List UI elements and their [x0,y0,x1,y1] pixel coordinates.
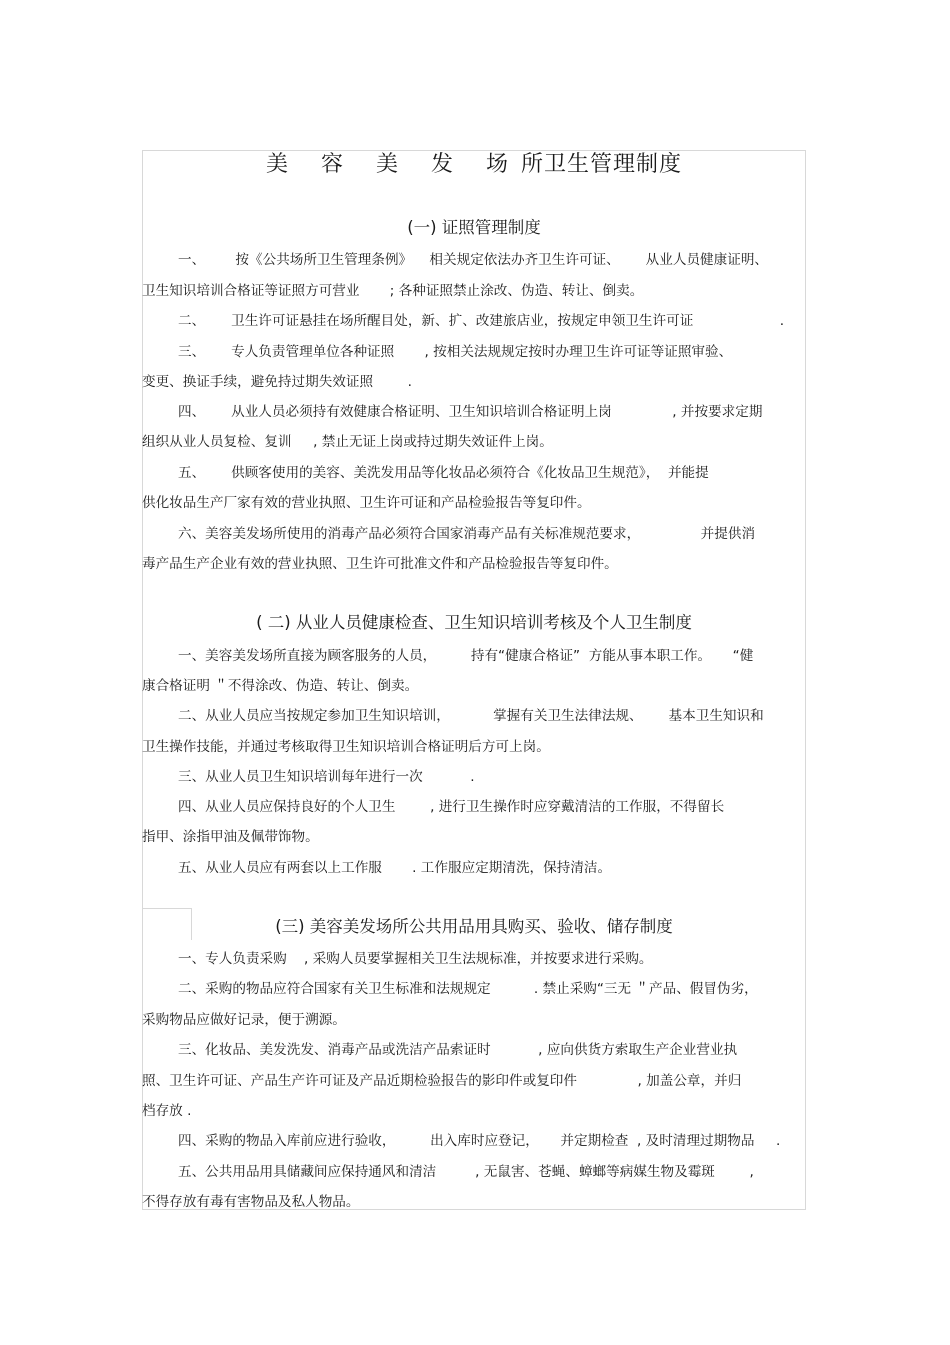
title-part-rest: 所卫生管理制度 [520,152,682,177]
paragraph-line: 二、采购的物品应符合国家有关卫生标准和法规规定 . 禁止采购“三无 ＂产品、假冒伪劣， [178,981,758,997]
paragraph-line: 毒产品生产企业有效的营业执照、卫生许可批准文件和产品检验报告等复印件。 [142,556,618,572]
paragraph-line: 三、化妆品、美发洗发、消毒产品或洗洁产品索证时 , 应向供货方索取生产企业营业执 [178,1042,738,1058]
section-heading-2: ( 二) 从业人员健康检查、卫生知识培训考核及个人卫生制度 [256,613,692,632]
paragraph-line: 采购物品应做好记录，便于溯源。 [142,1012,346,1028]
document-title [142,150,806,180]
paragraph-line: 供化妆品生产厂家有效的营业执照、卫生许可证和产品检验报告等复印件。 [142,495,591,511]
section-heading-3: (三) 美容美发场所公共用品用具购买、验收、储存制度 [275,917,673,936]
paragraph-line: 五、从业人员应有两套以上工作服 . 工作服应定期清洗，保持清洁。 [178,860,612,876]
paragraph-line: 三、从业人员卫生知识培训每年进行一次 . [178,769,475,785]
title-part-spaced: 美 容 美 发 场 [266,152,521,177]
paragraph-line: 卫生知识培训合格证等证照方可营业 ; 各种证照禁止涂改、伪造、转让、倒卖。 [142,283,644,299]
paragraph-line: 四、从业人员应保持良好的个人卫生 , 进行卫生操作时应穿戴清洁的工作服，不得留长 [178,799,725,815]
paragraph-line: 一、 按《公共场所卫生管理条例》 相关规定依法办齐卫生许可证、 从业人员健康证明、 [178,252,769,268]
section-heading-1: (一) 证照管理制度 [407,218,541,237]
paragraph-line: 档存放 . [142,1103,192,1119]
paragraph-line: 四、 从业人员必须持有效健康合格证明、卫生知识培训合格证明上岗 , 并按要求定期 [178,404,763,420]
paragraph-line: 不得存放有毒有害物品及私人物品。 [142,1194,360,1210]
paragraph-line: 二、 卫生许可证悬挂在场所醒目处，新、扩、改建旅店业，按规定申领卫生许可证 . [178,313,785,329]
paragraph-line: 康合格证明 ＂不得涂改、伪造、转让、倒卖。 [142,678,419,694]
paragraph-line: 卫生操作技能，并通过考核取得卫生知识培训合格证明后方可上岗。 [142,739,550,755]
paragraph-line: 照、卫生许可证、产品生产许可证及产品近期检验报告的影印件或复印件 , 加盖公章，并归 [142,1073,742,1089]
paragraph-line: 指甲、涂指甲油及佩带饰物。 [142,829,319,845]
paragraph-line: 五、 供顾客使用的美容、美洗发用品等化妆品必须符合《化妆品卫生规范》， 并能提 [178,465,709,481]
paragraph-line: 一、美容美发场所直接为顾客服务的人员， 持有“健康合格证” 方能从事本职工作。 “健 [178,648,754,664]
paragraph-line: 变更、换证手续，避免持过期失效证照 . [142,374,412,390]
paragraph-line: 组织从业人员复检、复训 , 禁止无证上岗或持过期失效证件上岗。 [142,434,553,450]
paragraph-line: 三、 专人负责管理单位各种证照 , 按相关法规规定按时办理卫生许可证等证照审验、 [178,344,733,360]
paragraph-line: 五、公共用品用具储藏间应保持通风和清洁 , 无鼠害、苍蝇、蟑螂等病媒生物及霉斑 , [178,1164,754,1180]
paragraph-line: 六、美容美发场所使用的消毒产品必须符合国家消毒产品有关标准规范要求， 并提供消 [178,526,756,542]
paragraph-line: 一、专人负责采购 , 采购人员要掌握相关卫生法规标准，并按要求进行采购。 [178,951,653,967]
paragraph-line: 二、从业人员应当按规定参加卫生知识培训， 掌握有关卫生法律法规、 基本卫生知识和 [178,708,764,724]
paragraph-line: 四、采购的物品入库前应进行验收， 出入库时应登记， 并定期检查 , 及时清理过期物品 . [178,1133,781,1149]
